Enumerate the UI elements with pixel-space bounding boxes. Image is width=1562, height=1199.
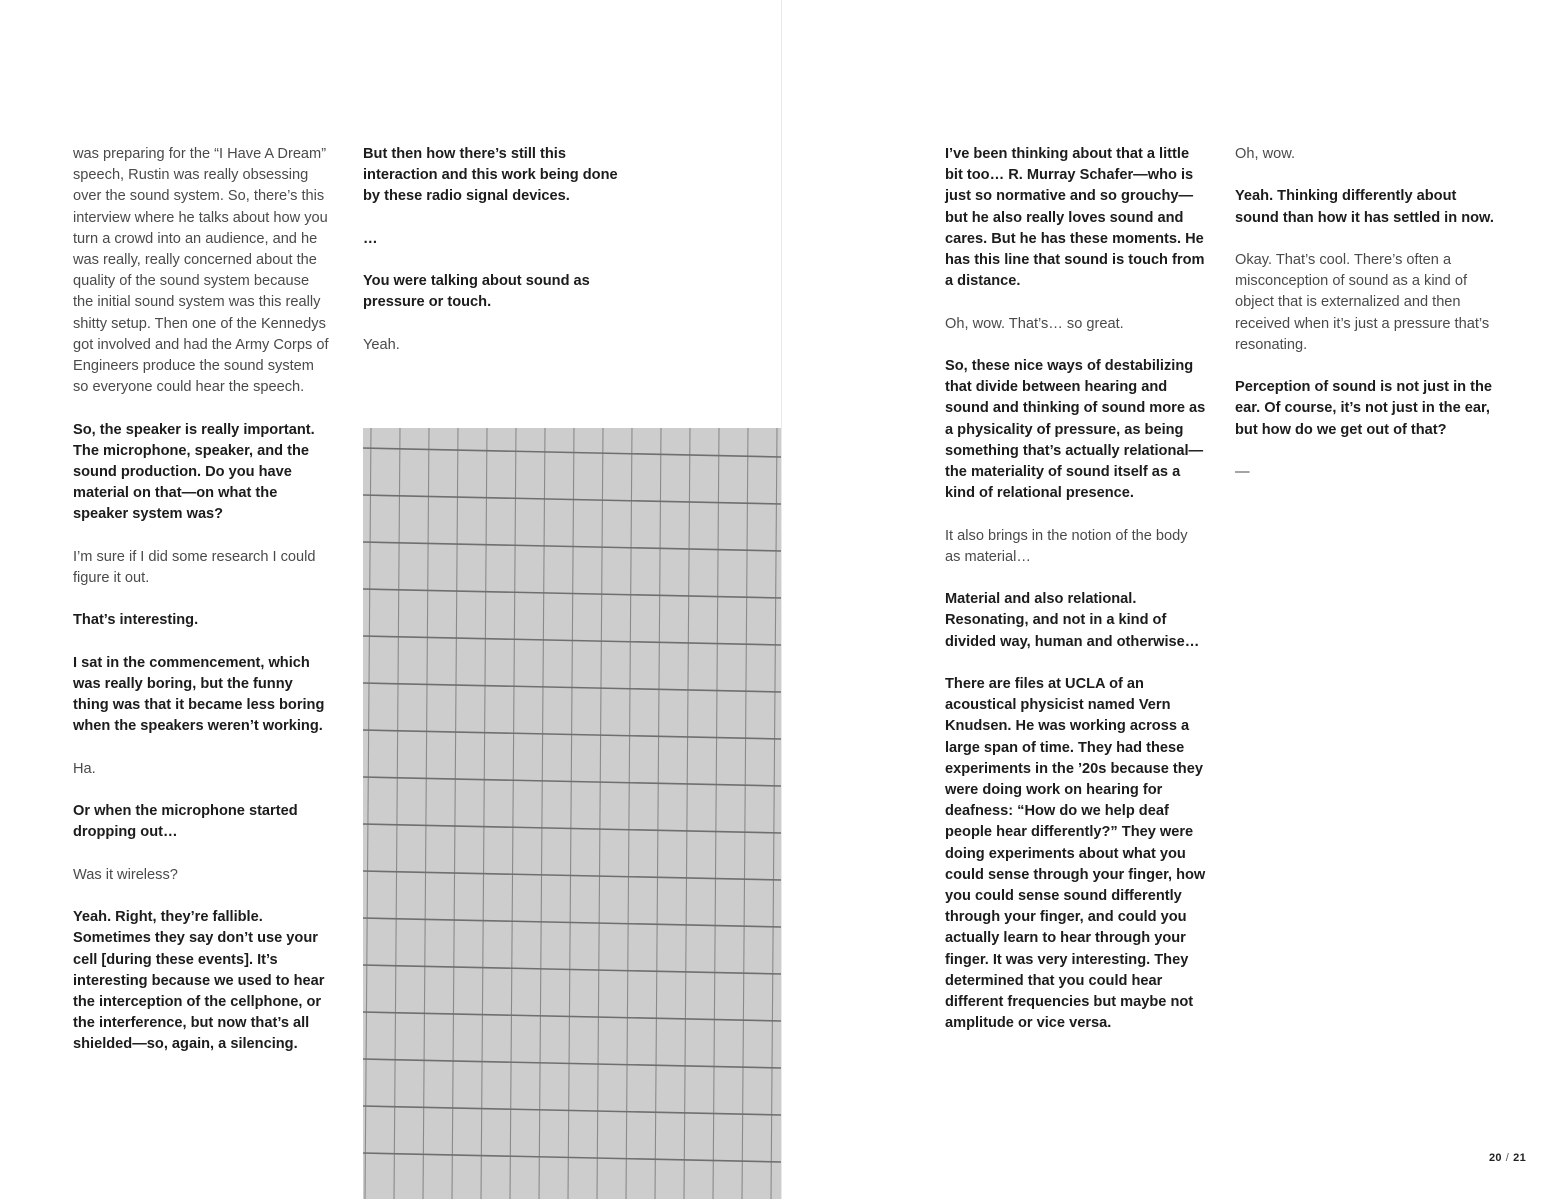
interview-question: You were talking about sound as pressure or touch.: [363, 273, 590, 311]
left-page-number: 20: [1488, 1152, 1502, 1164]
grid-paper-image: [363, 428, 781, 1199]
page-gutter: [781, 0, 782, 1199]
interview-answer: Was it wireless?: [73, 866, 178, 883]
interview-question: …: [363, 230, 378, 247]
interview-question: There are files at UCLA of an acoustical physicist named Vern Knudsen. He was working across a large span of time. They had these experiments in the ’20s because they were doing work on hearing for deafness: “How do we help deaf people hear differently?” They were doing experiments about what you could sense through your finger, how you could sense sound differently through your finger, and could you actually learn to hear through your finger. It was very interesting. They determined that you could hear different frequencies but maybe not amplitude or vice versa.: [945, 676, 1206, 1032]
interview-question: So, the speaker is really important. The microphone, speaker, and the sound production. Do you have material on that—on what the speaker system was?: [73, 421, 315, 523]
interview-question: Perception of sound is not just in the ear. Of course, it’s not just in the ear, but how do we get out of that?: [1235, 379, 1493, 438]
interview-question: That’s interesting.: [73, 612, 199, 629]
interview-question: But then how there’s still this interaction and this work being done by these radio signal devices.: [363, 146, 618, 205]
left-page-column-1: [73, 144, 331, 1077]
interview-answer: was preparing for the “I Have A Dream” speech, Rustin was really obsessing over the sound system. So, there’s this interview where he talks about how you turn a crowd into an audience, and he was really, really concerned about the quality of the sound system because the initial sound system was this really shitty setup. Then one of the Kennedys got involved and had the Army Corps of Engineers produce the sound system so everyone could hear the speech.: [73, 146, 329, 396]
right-page-number: 21: [1513, 1152, 1526, 1164]
interview-question: Yeah. Thinking differently about sound than how it has settled in now.: [1235, 188, 1494, 226]
page-numbers: [1489, 1152, 1526, 1164]
interview-question: I’ve been thinking about that a little bit too… R. Murray Schafer—who is just so normative and so grouchy—but he also really loves sound and cares. But he has these moments. He has this line that sound is touch from a distance.: [945, 146, 1205, 290]
right-page-column-2: [1235, 144, 1497, 504]
interview-answer: It also brings in the notion of the body as material…: [945, 527, 1188, 565]
interview-answer: Yeah.: [363, 336, 400, 353]
interview-answer: —: [1235, 463, 1250, 480]
interview-answer: Ha.: [73, 760, 96, 777]
interview-question: Yeah. Right, they’re fallible. Sometimes they say don’t use your cell [during these events]. It’s interesting because we used to hear the interception of the cellphone, or the interference, but now that’s all shielded—so, again, a silencing.: [73, 909, 325, 1053]
interview-question: Or when the microphone started dropping out…: [73, 803, 298, 841]
right-page-column-1: [945, 144, 1207, 1056]
page-number-separator: /: [1505, 1152, 1510, 1164]
left-page-column-2: [363, 144, 621, 377]
interview-answer: Oh, wow. That’s… so great.: [945, 315, 1124, 332]
interview-question: Material and also relational. Resonating, and not in a kind of divided way, human and otherwise…: [945, 591, 1200, 650]
interview-question: So, these nice ways of destabilizing that divide between hearing and sound and thinking of sound more as a physicality of pressure, as being something that’s actually relational—the materiality of sound itself as a kind of relational presence.: [945, 358, 1206, 502]
interview-answer: Okay. That’s cool. There’s often a misconception of sound as a kind of object that is externalized and then received when it’s just a pressure that’s resonating.: [1235, 251, 1490, 353]
interview-answer: Oh, wow.: [1235, 146, 1296, 162]
grid-paper-illustration: [363, 428, 781, 1199]
interview-answer: I’m sure if I did some research I could figure it out.: [73, 548, 316, 587]
interview-question: I sat in the commencement, which was really boring, but the funny thing was that it became less boring when the speakers weren’t working.: [73, 654, 325, 735]
